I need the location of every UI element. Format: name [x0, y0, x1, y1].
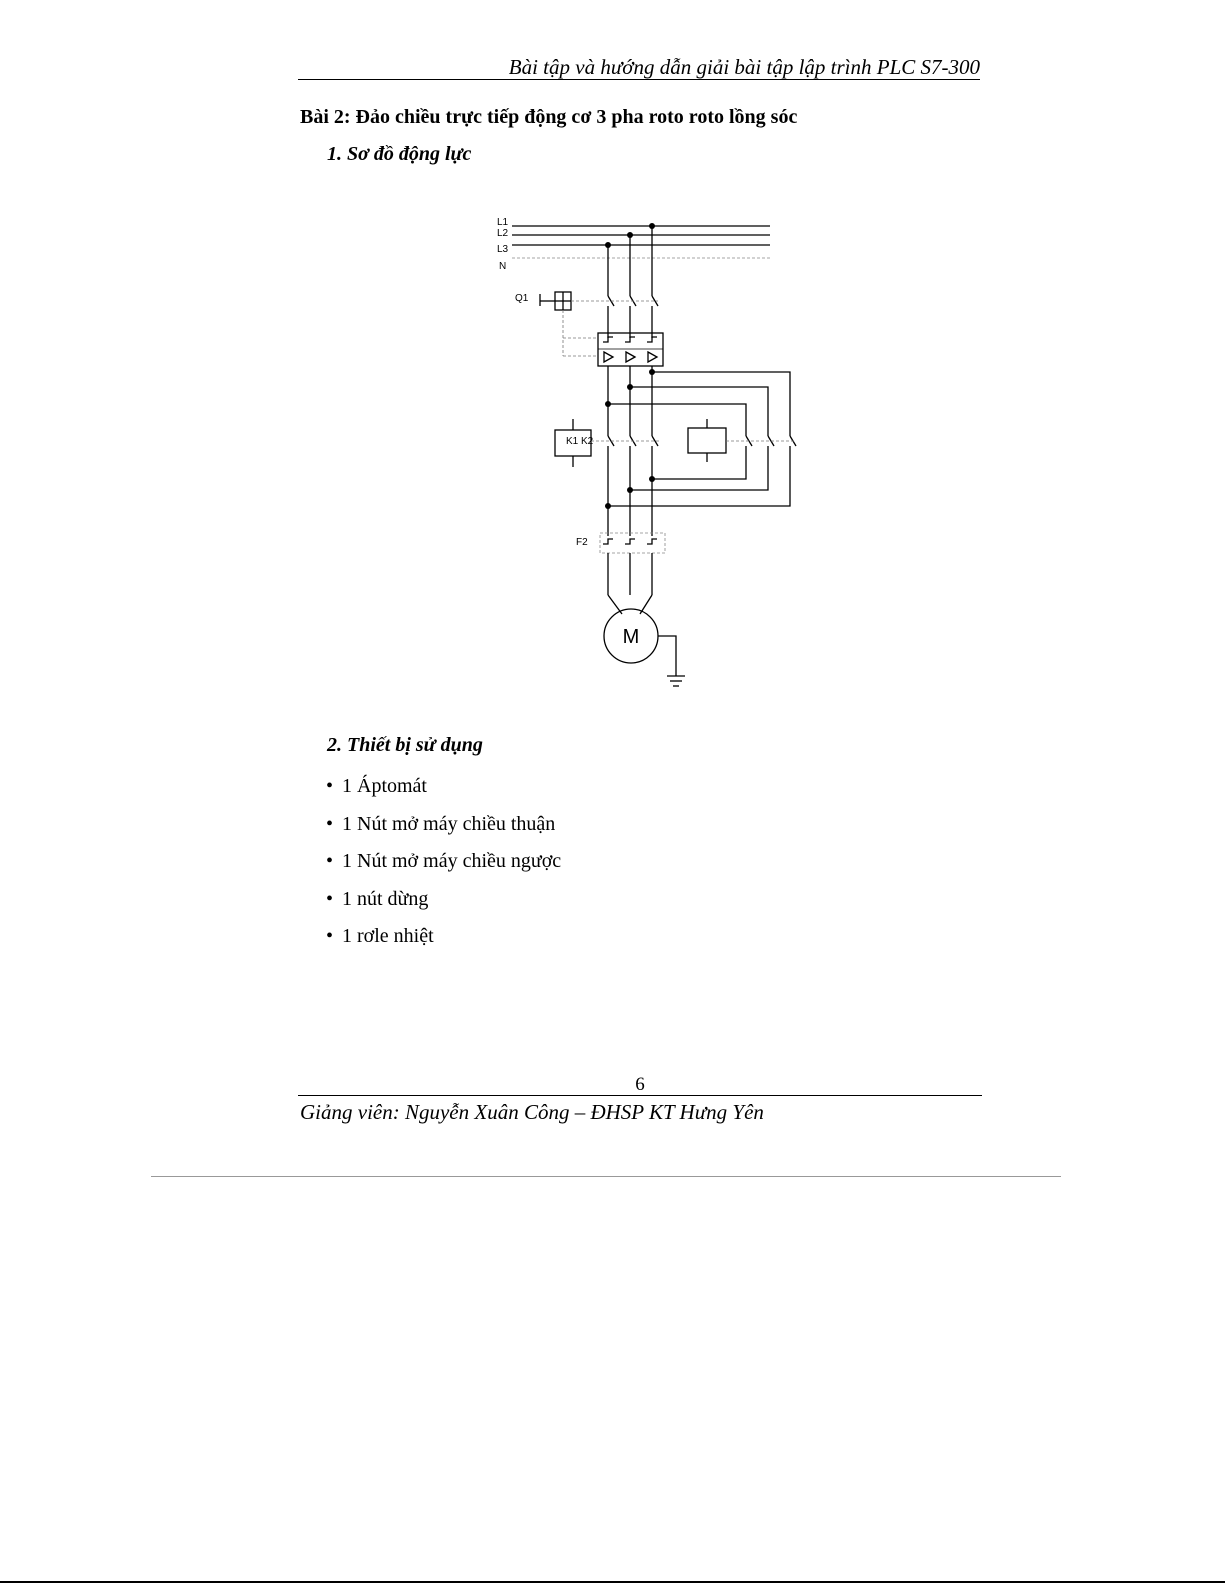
list-item-text: 1 nút dừng	[342, 887, 429, 910]
list-item-text: 1 Nút mở máy chiều thuận	[342, 812, 556, 835]
label-q1: Q1	[515, 293, 529, 304]
label-l2: L2	[497, 228, 509, 239]
equipment-list	[326, 768, 561, 956]
list-item	[326, 806, 561, 844]
list-item	[326, 881, 561, 919]
page-bottom-edge	[0, 1581, 1225, 1583]
footer-rule	[298, 1095, 982, 1096]
bullet: •	[326, 925, 334, 947]
section-1-heading: 1. Sơ đồ động lực	[327, 143, 472, 165]
section-2-heading: 2. Thiết bị sử dụng	[327, 734, 483, 756]
power-circuit-diagram	[480, 210, 810, 700]
label-k1-k2: K1 K2	[566, 436, 594, 447]
bullet: •	[326, 850, 334, 872]
bullet: •	[326, 775, 334, 797]
header-rule	[298, 79, 980, 80]
page-header: Bài tập và hướng dẫn giải bài tập lập trình PLC S7-300	[508, 55, 980, 79]
label-l1: L1	[497, 217, 509, 228]
bullet: •	[326, 887, 334, 910]
label-l3: L3	[497, 244, 509, 255]
list-item-text: 1 Nút mở máy chiều ngược	[342, 850, 562, 872]
page-footer: Giảng viên: Nguyễn Xuân Công – ĐHSP KT Hưng Yên	[300, 1100, 764, 1124]
list-item-text: 1 rơle nhiệt	[342, 925, 434, 947]
label-motor: M	[622, 626, 640, 648]
bullet: •	[326, 812, 334, 835]
list-item	[326, 918, 561, 956]
list-item	[326, 843, 561, 881]
exercise-title: Bài 2: Đảo chiều trực tiếp động cơ 3 pha roto roto lồng sóc	[300, 106, 798, 128]
list-item	[326, 768, 561, 806]
label-f2: F2	[576, 537, 588, 548]
label-n: N	[499, 261, 507, 272]
list-item-text: 1 Áptomát	[342, 775, 427, 797]
page-number: 6	[635, 1074, 645, 1095]
page-separator	[151, 1176, 1061, 1177]
